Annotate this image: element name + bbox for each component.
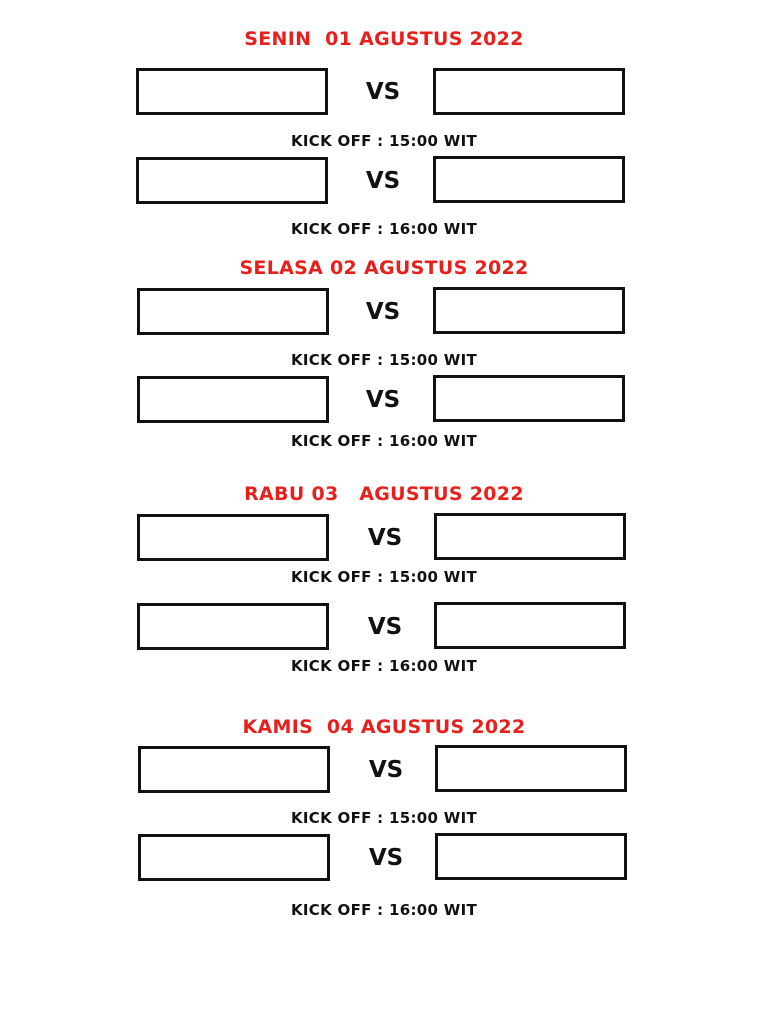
home-team-box — [137, 288, 329, 335]
away-team-box — [435, 745, 627, 792]
vs-label: VS — [365, 299, 401, 325]
kickoff-time: KICK OFF : 16:00 WIT — [290, 657, 478, 675]
home-team-box — [137, 514, 329, 561]
home-team-box — [137, 603, 329, 650]
kickoff-time: KICK OFF : 16:00 WIT — [290, 432, 478, 450]
away-team-box — [435, 833, 627, 880]
away-team-box — [433, 156, 625, 203]
away-team-box — [433, 287, 625, 334]
kickoff-time: KICK OFF : 15:00 WIT — [290, 568, 478, 586]
vs-label: VS — [365, 387, 401, 413]
away-team-box — [433, 68, 625, 115]
home-team-box — [136, 157, 328, 204]
kickoff-time: KICK OFF : 15:00 WIT — [290, 132, 478, 150]
vs-label: VS — [368, 845, 404, 871]
vs-label: VS — [365, 79, 401, 105]
vs-label: VS — [365, 168, 401, 194]
vs-label: VS — [368, 757, 404, 783]
away-team-box — [434, 513, 626, 560]
day-heading: SELASA 02 AGUSTUS 2022 — [239, 257, 529, 279]
kickoff-time: KICK OFF : 16:00 WIT — [290, 220, 478, 238]
home-team-box — [136, 68, 328, 115]
kickoff-time: KICK OFF : 15:00 WIT — [290, 351, 478, 369]
home-team-box — [138, 746, 330, 793]
vs-label: VS — [367, 525, 403, 551]
day-heading: SENIN 01 AGUSTUS 2022 — [244, 28, 524, 50]
kickoff-time: KICK OFF : 16:00 WIT — [290, 901, 478, 919]
away-team-box — [434, 602, 626, 649]
kickoff-time: KICK OFF : 15:00 WIT — [290, 809, 478, 827]
vs-label: VS — [367, 614, 403, 640]
day-heading: KAMIS 04 AGUSTUS 2022 — [242, 716, 526, 738]
home-team-box — [138, 834, 330, 881]
home-team-box — [137, 376, 329, 423]
away-team-box — [433, 375, 625, 422]
day-heading: RABU 03 AGUSTUS 2022 — [244, 483, 524, 505]
